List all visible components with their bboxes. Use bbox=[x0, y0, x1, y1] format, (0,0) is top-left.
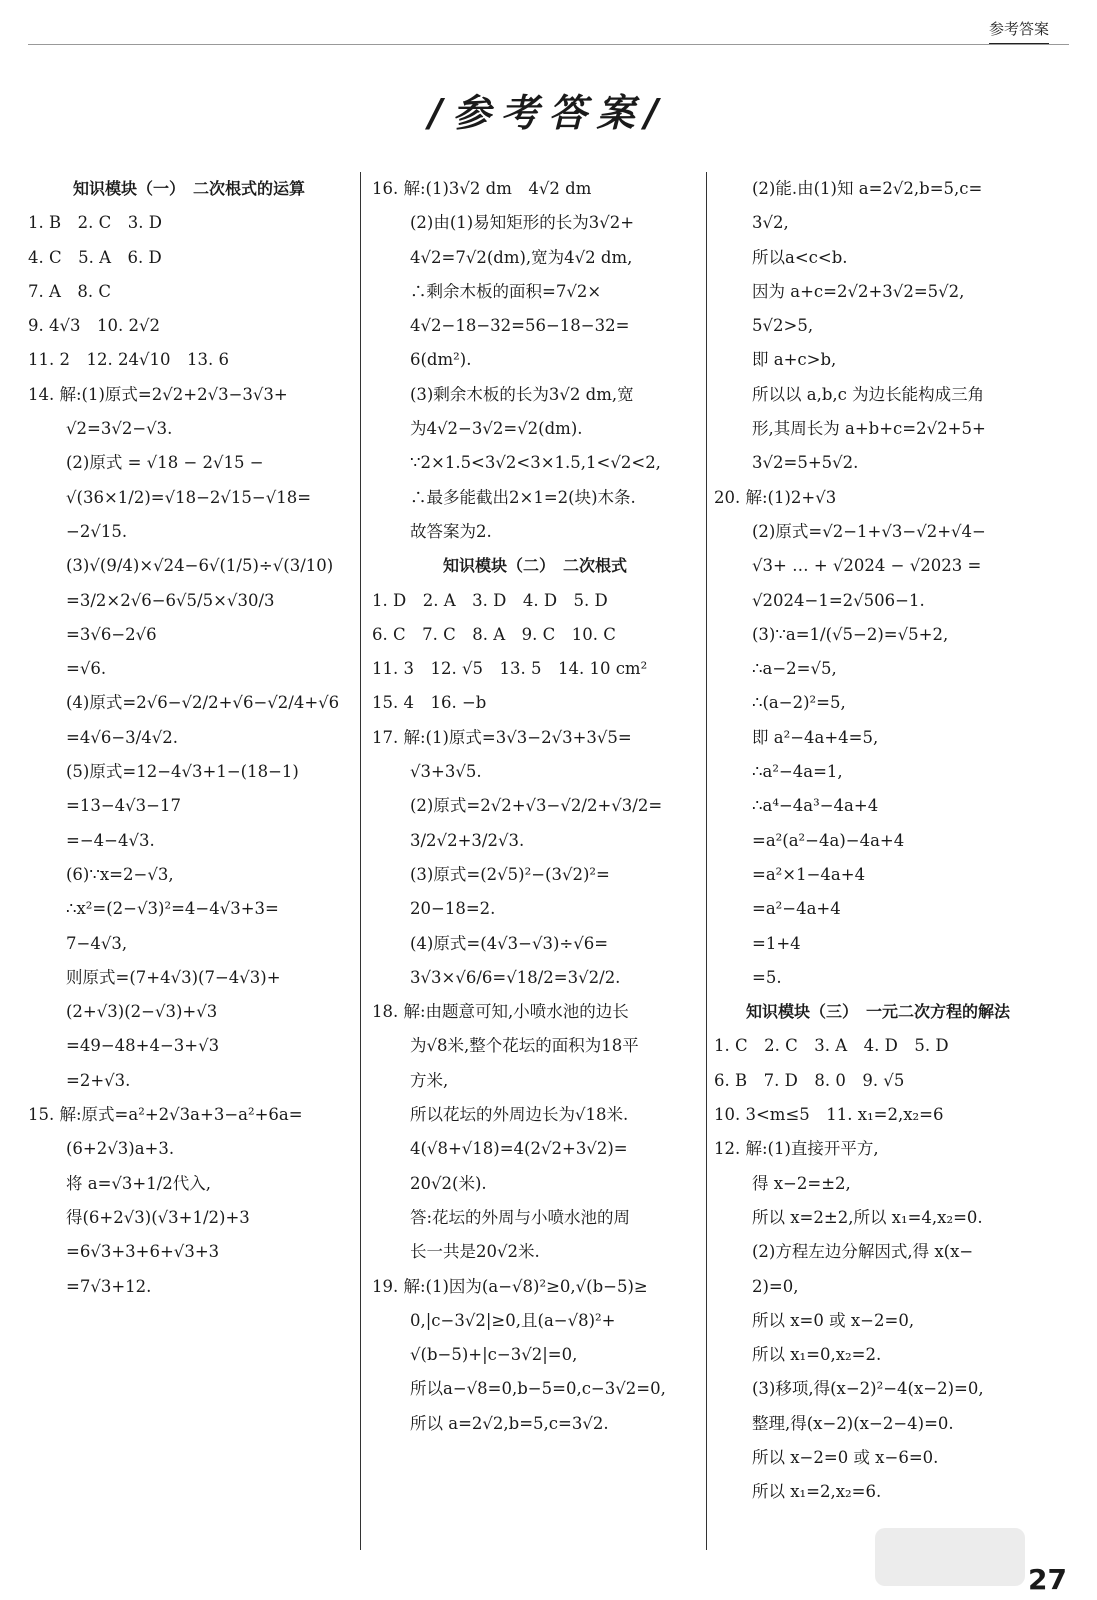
answer-line: 6. B 7. D 8. 0 9. √5 bbox=[714, 1070, 905, 1090]
answer-line: 得 x−2=±2, bbox=[752, 1173, 851, 1193]
answer-line: 所以花坛的外周边长为√18米. bbox=[410, 1105, 629, 1125]
answer-line: 即 a+c>b, bbox=[752, 350, 837, 370]
answer-line: 11. 2 12. 24√10 13. 6 bbox=[28, 350, 229, 370]
answer-line: (5)原式=12−4√3+1−(18−1) bbox=[66, 762, 299, 782]
answer-line: √(b−5)+|c−3√2|=0, bbox=[410, 1345, 578, 1365]
header-tag: 参考答案 bbox=[989, 18, 1049, 45]
answer-line: 所以 x₁=2,x₂=6. bbox=[752, 1482, 882, 1502]
answer-line: 3√3×√6/6=√18/2=3√2/2. bbox=[410, 967, 621, 987]
answer-line: −2√15. bbox=[66, 521, 128, 541]
answer-line: 20√2(米). bbox=[410, 1173, 487, 1193]
answer-line: ∴x²=(2−√3)²=4−4√3+3= bbox=[66, 899, 279, 919]
answer-line: 答:花坛的外周与小喷水池的周 bbox=[410, 1207, 631, 1227]
answer-line: 17. 解:(1)原式=3√3−2√3+3√5= bbox=[372, 727, 632, 747]
section-heading: 知识模块（二） 二次根式 bbox=[442, 556, 627, 576]
answer-line: =a²−4a+4 bbox=[752, 899, 841, 919]
answer-line: 整理,得(x−2)(x−2−4)=0. bbox=[752, 1413, 954, 1433]
answer-line: (4)原式=2√6−√2/2+√6−√2/4+√6 bbox=[66, 693, 340, 713]
column-divider bbox=[360, 172, 361, 1550]
answer-line: 所以以 a,b,c 为边长能构成三角 bbox=[752, 384, 985, 404]
answer-line: √(36×1/2)=√18−2√15−√18= bbox=[66, 487, 312, 507]
answer-line: 16. 解:(1)3√2 dm 4√2 dm bbox=[372, 179, 592, 198]
answer-line: (2)能.由(1)知 a=2√2,b=5,c= bbox=[752, 179, 983, 198]
answer-line: 1. D 2. A 3. D 4. D 5. D bbox=[372, 590, 608, 610]
answer-line: 则原式=(7+4√3)(7−4√3)+ bbox=[66, 967, 281, 987]
column-divider bbox=[706, 172, 707, 1550]
answer-line: 4. C 5. A 6. D bbox=[28, 247, 162, 267]
section-heading: 知识模块（一） 二次根式的运算 bbox=[72, 179, 305, 198]
answer-line: =5. bbox=[752, 967, 782, 987]
page-title: /参考答案/ bbox=[428, 91, 669, 135]
answer-line: (2)原式=2√2+√3−√2/2+√3/2= bbox=[410, 796, 663, 816]
answer-line: 10. 3<m≤5 11. x₁=2,x₂=6 bbox=[714, 1105, 944, 1125]
answer-column-2 bbox=[372, 172, 698, 1560]
answer-line: =49−48+4−3+√3 bbox=[66, 1036, 220, 1056]
section-heading: 知识模块（三） 一元二次方程的解法 bbox=[745, 1002, 1010, 1022]
answer-line: (3)∵a=1/(√5−2)=√5+2, bbox=[752, 624, 949, 644]
answer-line: 3√2=5+5√2. bbox=[752, 453, 859, 473]
answer-line: 6(dm²). bbox=[410, 350, 472, 370]
answer-line: (6)∵x=2−√3, bbox=[66, 864, 174, 884]
answer-line: 7. A 8. C bbox=[28, 281, 112, 301]
answer-line: =13−4√3−17 bbox=[66, 796, 181, 816]
answer-line: 所以a<c<b. bbox=[752, 247, 848, 267]
answer-line: (3)原式=(2√5)²−(3√2)²= bbox=[410, 864, 610, 884]
answer-line: 方米, bbox=[410, 1070, 449, 1090]
answer-line: ∵2×1.5<3√2<3×1.5,1<√2<2, bbox=[410, 453, 661, 473]
answer-line: 18. 解:由题意可知,小喷水池的边长 bbox=[372, 1002, 629, 1022]
answer-line: 3/2√2+3/2√3. bbox=[410, 830, 525, 850]
answer-line: 4(√8+√18)=4(2√2+3√2)= bbox=[410, 1139, 628, 1159]
answer-line: 所以 x₁=0,x₂=2. bbox=[752, 1345, 882, 1365]
answer-line: ∴a−2=√5, bbox=[752, 659, 837, 679]
answer-line: 11. 3 12. √5 13. 5 14. 10 cm² bbox=[372, 659, 648, 679]
answer-line: =−4−4√3. bbox=[66, 830, 155, 850]
page-number: 27 bbox=[1028, 1563, 1067, 1596]
answer-line: 20−18=2. bbox=[410, 899, 496, 919]
answer-line: 所以 x=0 或 x−2=0, bbox=[752, 1310, 915, 1330]
answer-line: =1+4 bbox=[752, 933, 801, 953]
answer-line: √3+3√5. bbox=[410, 762, 482, 782]
header-rule bbox=[28, 44, 1069, 45]
answer-line: 即 a²−4a+4=5, bbox=[752, 727, 879, 747]
answer-line: 4√2=7√2(dm),宽为4√2 dm, bbox=[410, 247, 633, 267]
answer-line: (6+2√3)a+3. bbox=[66, 1139, 175, 1159]
answer-column-3 bbox=[714, 172, 1042, 1560]
answer-line: 15. 解:原式=a²+2√3a+3−a²+6a= bbox=[28, 1105, 303, 1125]
answer-line: √2024−1=2√506−1. bbox=[752, 590, 925, 610]
answer-line: =2+√3. bbox=[66, 1070, 131, 1090]
answer-line: =a²(a²−4a)−4a+4 bbox=[752, 830, 905, 850]
answer-line: ∴最多能截出2×1=2(块)木条. bbox=[410, 487, 636, 507]
answer-line: 长一共是20√2米. bbox=[410, 1242, 540, 1262]
answer-line: =4√6−3/4√2. bbox=[66, 727, 178, 747]
answer-line: 3√2, bbox=[752, 213, 789, 233]
answer-line: 12. 解:(1)直接开平方, bbox=[714, 1139, 879, 1159]
answer-line: (2)由(1)易知矩形的长为3√2+ bbox=[410, 213, 635, 233]
answer-line: =7√3+12. bbox=[66, 1276, 152, 1296]
answer-line: 1. B 2. C 3. D bbox=[28, 213, 162, 233]
answer-line: √2=3√2−√3. bbox=[66, 419, 173, 439]
answer-line: =a²×1−4a+4 bbox=[752, 864, 866, 884]
answer-line: 所以a−√8=0,b−5=0,c−3√2=0, bbox=[410, 1379, 666, 1399]
answer-line: 7−4√3, bbox=[66, 933, 128, 953]
answer-line: (3)√(9/4)×√24−6√(1/5)÷√(3/10) bbox=[66, 556, 334, 576]
answer-line: 所以 a=2√2,b=5,c=3√2. bbox=[410, 1413, 609, 1433]
answer-line: 6. C 7. C 8. A 9. C 10. C bbox=[372, 624, 616, 644]
answer-line: 20. 解:(1)2+√3 bbox=[714, 487, 837, 507]
answer-line: 14. 解:(1)原式=2√2+2√3−3√3+ bbox=[28, 384, 288, 404]
answer-line: 1. C 2. C 3. A 4. D 5. D bbox=[714, 1036, 949, 1056]
answer-line: 所以 x−2=0 或 x−6=0. bbox=[752, 1447, 939, 1467]
answer-line: 15. 4 16. −b bbox=[372, 693, 487, 713]
watermark-logo bbox=[875, 1528, 1025, 1586]
answer-line: (2)方程左边分解因式,得 x(x− bbox=[752, 1242, 974, 1262]
answer-line: =3/2×2√6−6√5/5×√30/3 bbox=[66, 590, 275, 610]
answer-line: (2)原式 = √18 − 2√15 − bbox=[66, 453, 264, 473]
answer-line: ∴a⁴−4a³−4a+4 bbox=[752, 796, 879, 816]
answer-line: 9. 4√3 10. 2√2 bbox=[28, 316, 160, 336]
answer-line: 4√2−18−32=56−18−32= bbox=[410, 316, 630, 336]
answer-line: 为4√2−3√2=√2(dm). bbox=[410, 419, 583, 439]
answer-line: (2+√3)(2−√3)+√3 bbox=[66, 1002, 218, 1022]
answer-line: =√6. bbox=[66, 659, 107, 679]
answer-line: 因为 a+c=2√2+3√2=5√2, bbox=[752, 281, 965, 301]
answer-line: ∴剩余木板的面积=7√2× bbox=[410, 281, 602, 301]
answer-line: 形,其周长为 a+b+c=2√2+5+ bbox=[752, 419, 986, 439]
answer-line: 所以 x=2±2,所以 x₁=4,x₂=0. bbox=[752, 1207, 983, 1227]
answer-line: 故答案为2. bbox=[410, 521, 492, 541]
answer-line: (4)原式=(4√3−√3)÷√6= bbox=[410, 933, 609, 953]
answer-column-1 bbox=[28, 172, 350, 1560]
answer-line: 2)=0, bbox=[752, 1276, 799, 1296]
answer-line: ∴(a−2)²=5, bbox=[752, 693, 846, 713]
answer-line: (2)原式=√2−1+√3−√2+√4− bbox=[752, 521, 986, 541]
answer-line: =3√6−2√6 bbox=[66, 624, 157, 644]
answer-line: (3)剩余木板的长为3√2 dm,宽 bbox=[410, 384, 634, 404]
answer-line: 得(6+2√3)(√3+1/2)+3 bbox=[66, 1207, 250, 1227]
answer-line: 0,|c−3√2|≥0,且(a−√8)²+ bbox=[410, 1310, 616, 1330]
answer-line: =6√3+3+6+√3+3 bbox=[66, 1242, 220, 1262]
answer-line: 19. 解:(1)因为(a−√8)²≥0,√(b−5)≥ bbox=[372, 1276, 648, 1296]
answer-line: (3)移项,得(x−2)²−4(x−2)=0, bbox=[752, 1379, 984, 1399]
answer-line: 将 a=√3+1/2代入, bbox=[66, 1173, 212, 1193]
answer-line: 5√2>5, bbox=[752, 316, 814, 336]
answer-line: √3+ … + √2024 − √2023 = bbox=[752, 556, 982, 576]
answer-line: 为√8米,整个花坛的面积为18平 bbox=[410, 1036, 639, 1056]
answer-line: ∴a²−4a=1, bbox=[752, 762, 843, 782]
